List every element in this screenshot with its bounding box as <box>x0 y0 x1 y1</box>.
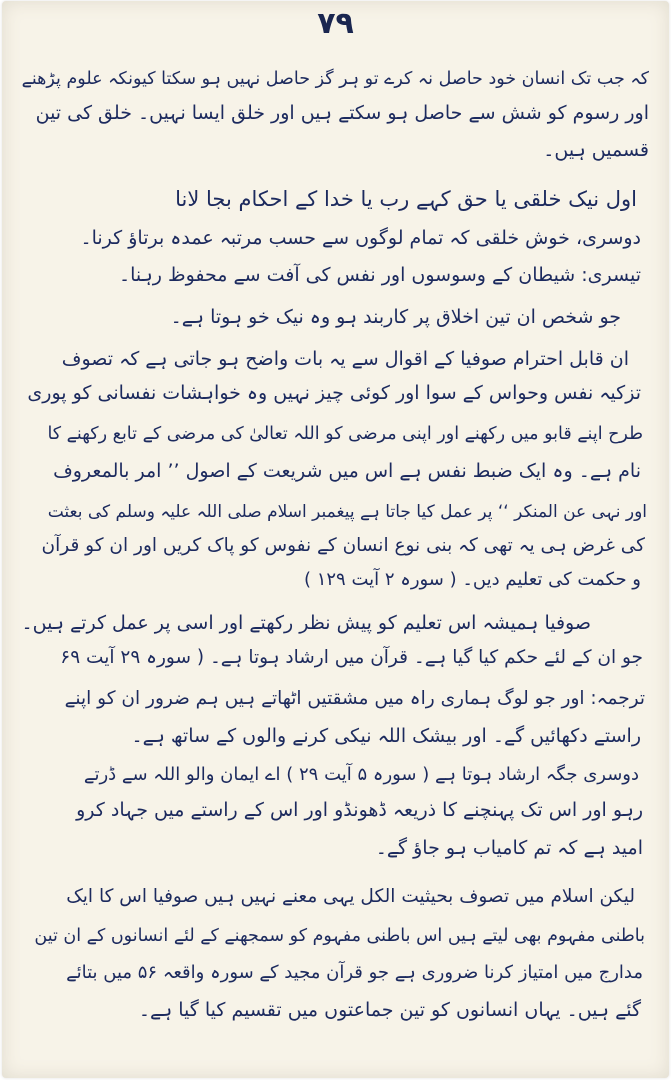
text-line: نام ہے۔ وہ ایک ضبط نفس ہے اس میں شریعت کے اصول ’’ امر بالمعروف <box>53 460 641 482</box>
page-number: ۷۹ <box>317 6 354 41</box>
text-line: تیسری: شیطان کے وسوسوں اور نفس کی آفت سے محفوظ رہنا۔ <box>119 264 641 286</box>
text-line: تزکیہ نفس وحواس کے سوا اور کوئی چیز نہیں وہ خواہشات نفسانی کو پوری <box>27 382 641 404</box>
text-line: و حکمت کی تعلیم دیں۔ ( سورہ ۲ آیت ۱۲۹ ) <box>303 569 641 590</box>
text-line: رہو اور اس تک پہنچنے کا ذریعہ ڈھونڈو اور اس کے راستے میں جہاد کرو <box>76 799 643 821</box>
text-line: باطنی مفہوم بھی لیتے ہیں اس باطنی مفہوم کو سمجھنے کے لئے انسانوں کے ان تین <box>34 926 645 946</box>
text-line: راستے دکھائیں گے۔ اور بیشک اللہ نیکی کرنے والوں کے ساتھ ہے۔ <box>131 725 641 747</box>
text-line: ترجمہ: اور جو لوگ ہماری راہ میں مشقتیں اٹھاتے ہیں ہم ضرور ان کو اپنے <box>64 688 645 709</box>
text-line: کی غرض ہی یہ تھی کہ بنی نوع انسان کے نفوس کو پاک کریں اور ان کو قرآن <box>41 535 645 556</box>
text-line: دوسری، خوش خلقی کہ تمام لوگوں سے حسب مرتبہ عمدہ برتاؤ کرنا۔ <box>80 227 641 249</box>
text-line: اور رسوم کو شش سے حاصل ہو سکتے ہیں اور خلق ایسا نہیں۔ خلق کی تین <box>35 102 649 124</box>
text-line: جو ان کے لئے حکم کیا گیا ہے۔ قرآن میں ارشاد ہوتا ہے۔ ( سورہ ۲۹ آیت ۶۹ <box>60 647 643 668</box>
text-line: قسمیں ہیں۔ <box>543 139 649 161</box>
text-line: امید ہے کہ تم کامیاب ہو جاؤ گے۔ <box>375 837 643 859</box>
text-line: گئے ہیں۔ یہاں انسانوں کو تین جماعتوں میں تقسیم کیا گیا ہے۔ <box>138 999 641 1021</box>
text-line: صوفیا ہمیشہ اس تعلیم کو پیش نظر رکھتے اور اسی پر عمل کرتے ہیں۔ <box>21 612 591 634</box>
text-line: مدارج میں امتیاز کرنا ضروری ہے جو قرآن مجید کے سورہ واقعہ ۵۶ میں بتائے <box>66 962 643 983</box>
text-line: لیکن اسلام میں تصوف بحیثیت الکل یہی معنے نہیں ہیں صوفیا اس کا ایک <box>66 886 635 907</box>
text-line: کہ جب تک انسان خود حاصل نہ کرے تو ہر گز حاصل نہیں ہو سکتا کیونکہ علوم پڑھنے <box>21 69 649 89</box>
text-line: دوسری جگہ ارشاد ہوتا ہے ( سورہ ۵ آیت ۲۹ ) اے ایمان والو اللہ سے ڈرتے <box>83 764 639 785</box>
text-line: طرح اپنے قابو میں رکھنے اور اپنی مرضی کو اللہ تعالیٰ کی مرضی کے تابع رکھنے کا <box>47 424 643 444</box>
text-line: ان قابل احترام صوفیا کے اقوال سے یہ بات واضح ہو جاتی ہے کہ تصوف <box>61 348 629 370</box>
text-line: اول نیک خلقی یا حق کہے رب یا خدا کے احکام بجا لانا <box>175 187 637 211</box>
text-line: اور نہی عن المنکر ‘‘ پر عمل کیا جاتا ہے پیغمبر اسلام صلی اللہ علیہ وسلم کی بعثت <box>47 502 647 522</box>
text-line: جو شخص ان تین اخلاق پر کاربند ہو وہ نیک خو ہوتا ہے۔ <box>170 306 621 328</box>
